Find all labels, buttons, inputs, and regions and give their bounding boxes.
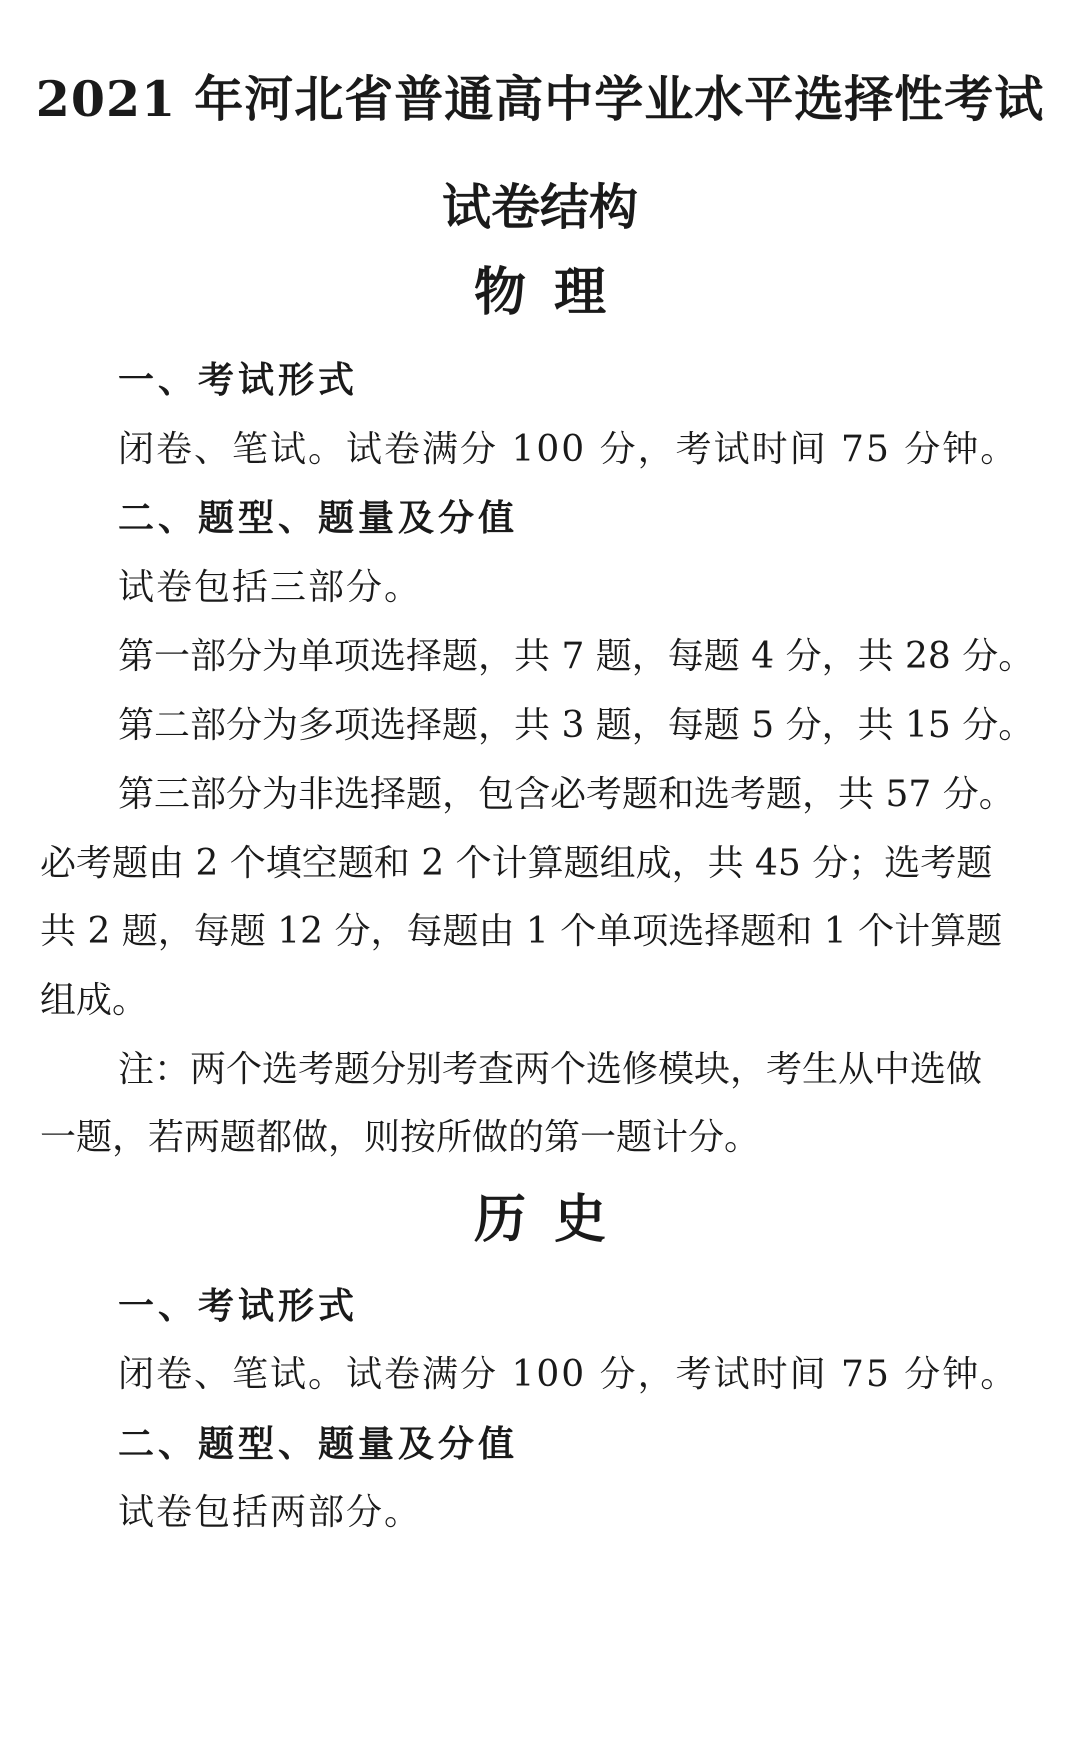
physics-part3-line4: 组成。 [40, 980, 149, 1021]
history-section2-heading: 二、题型、题量及分值 [118, 1423, 519, 1465]
physics-parts-intro: 试卷包括三部分。 [118, 567, 423, 608]
physics-section1-heading: 一、考试形式 [118, 359, 359, 401]
document-subtitle: 试卷结构 [441, 178, 638, 236]
physics-part3-line2: 必考题由 2 个填空题和 2 个计算题组成，共 45 分；选考题 [40, 843, 993, 884]
physics-section1-text: 闭卷、笔试。试卷满分 100 分，考试时间 75 分钟。 [118, 429, 1019, 470]
history-section1-heading: 一、考试形式 [118, 1285, 359, 1327]
document-title: 2021 年河北省普通高中学业水平选择性考试 [35, 70, 1045, 128]
history-parts-intro: 试卷包括两部分。 [118, 1492, 423, 1533]
physics-part1: 第一部分为单项选择题，共 7 题，每题 4 分，共 28 分。 [118, 636, 1035, 677]
physics-section2-heading: 二、题型、题量及分值 [118, 497, 519, 539]
physics-note-line1: 注：两个选考题分别考查两个选修模块，考生从中选做 [118, 1049, 983, 1090]
physics-part3-line3: 共 2 题，每题 12 分，每题由 1 个单项选择题和 1 个计算题 [40, 911, 1003, 952]
physics-part3-line1: 第三部分为非选择题，包含必考题和选考题，共 57 分。 [118, 774, 1015, 815]
subject-physics-heading: 物理 [473, 262, 634, 323]
history-section1-text: 闭卷、笔试。试卷满分 100 分，考试时间 75 分钟。 [118, 1354, 1019, 1395]
subject-history-heading: 历史 [473, 1189, 634, 1250]
physics-part2: 第二部分为多项选择题，共 3 题，每题 5 分，共 15 分。 [118, 705, 1035, 746]
physics-note-line2: 一题，若两题都做，则按所做的第一题计分。 [40, 1117, 761, 1158]
